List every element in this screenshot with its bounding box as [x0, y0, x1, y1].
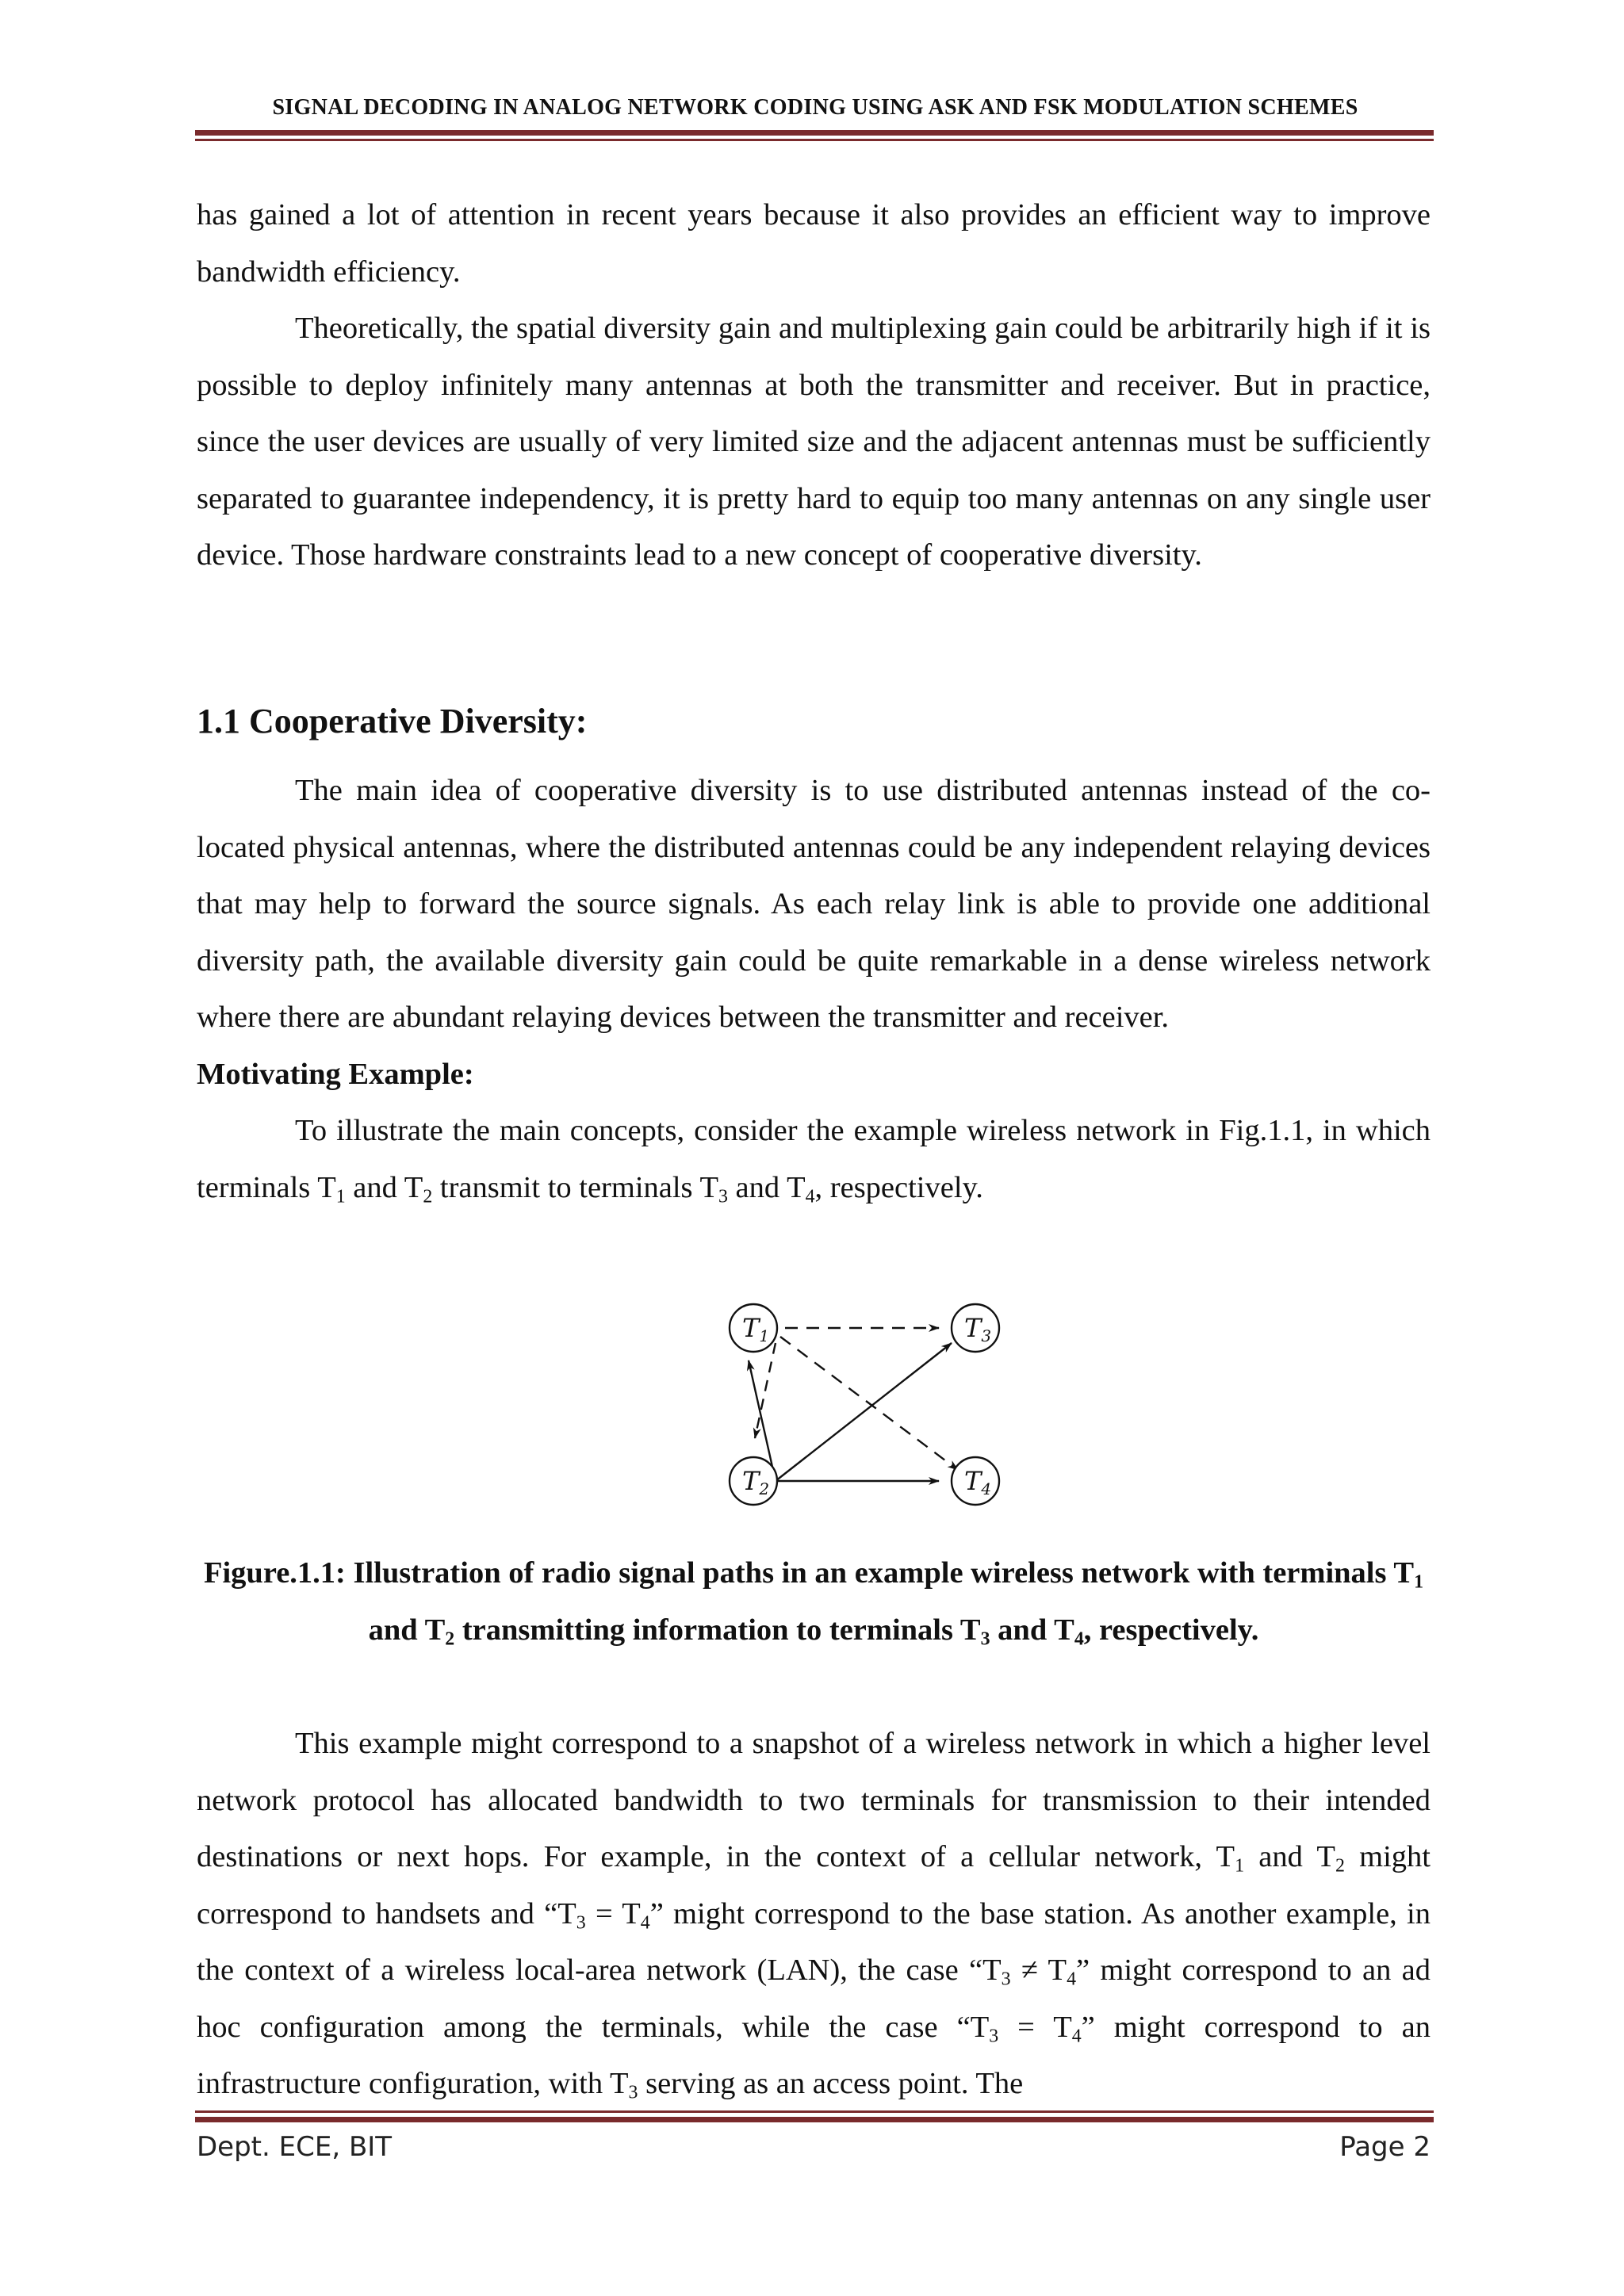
section-heading: 1.1 Cooperative Diversity: [197, 702, 588, 740]
figure-caption: Figure.1.1: Illustration of radio signal paths in an example wireless network with terminals $T_1$ and $T_2$ transmitting information to terminals $T_3$ and $T_4$, respectively. [203, 1556, 1424, 1650]
closing-text [197, 1716, 1431, 2113]
node-t1 [730, 1304, 777, 1352]
paragraph-1: has gained a lot of attention in recent years because it also provides an efficient way to improve bandwidth efficiency. [197, 198, 1431, 289]
footer-rule-thin [195, 2110, 1434, 2113]
footer-page-number: Page 2 [1339, 2131, 1431, 2163]
header-rule-thin [195, 139, 1434, 141]
path-t1-to-t2 [755, 1343, 776, 1438]
footer-department: Dept. ECE, BIT [197, 2131, 393, 2163]
motivating-example-heading: Motivating Example: [197, 1057, 474, 1091]
paragraph-5: This example might correspond to a snapshot of a wireless network in which a higher level network protocol has allocated bandwidth to two terminals for transmission to their intended destinations or next hops. For example, in the context of a cellular network, $T_1$ and $T_2$ might correspond to handsets and “$T_3 = T_4$” might correspond to the base station. As another example, in the context of a wireless local-area network (LAN), the case “$T_3 \ne T_4$” might correspond to an ad hoc configuration among the terminals, while the case “$T_3 = T_4$” might correspond to an infrastructure configuration, with $T_3$ serving as an access point. The [197, 1727, 1431, 2103]
svg-text:T1: T1 [742, 1313, 770, 1345]
running-header: SIGNAL DECODING IN ANALOG NETWORK CODING USING ASK AND FSK MODULATION SCHEMES [272, 95, 1358, 120]
paragraph-4: To illustrate the main concepts, consider the example wireless network in Fig.1.1, in which terminals $T_1$ and $T_2$ transmit to terminals $T_3$ and $T_4$, respectively. [197, 1114, 1431, 1207]
node-t3 [952, 1304, 999, 1352]
paragraph-3: The main idea of cooperative diversity is to use distributed antennas instead of the co-located physical antennas, where the distributed antennas could be any independent relaying devices that may help to forward the source signals. As each relay link is able to provide one additional diversity path, the available diversity gain could be quite remarkable in a dense wireless network where there are abundant relaying devices between the transmitter and receiver. [197, 774, 1431, 1034]
svg-text:T2: T2 [742, 1466, 770, 1498]
node-t2 [730, 1457, 777, 1505]
network-diagram [698, 1284, 1031, 1522]
node-t4 [952, 1457, 999, 1505]
path-t2-to-t3 [776, 1343, 952, 1481]
section-text [197, 763, 1431, 1216]
paragraph-2: Theoretically, the spatial diversity gain and multiplexing gain could be arbitrarily high if it is possible to deploy infinitely many antennas at both the transmitter and receiver. But in practice, since the user devices are usually of very limited size and the adjacent antennas must be sufficiently separated to guarantee independency, it is pretty hard to equip too many antennas on any single user device. Those hardware constraints lead to a new concept of cooperative diversity. [197, 312, 1431, 572]
svg-text:T3: T3 [964, 1313, 992, 1345]
path-t1-to-t4 [780, 1337, 958, 1470]
svg-text:T4: T4 [964, 1466, 992, 1498]
footer-rule-thick [195, 2117, 1434, 2122]
header-rule-thick [195, 130, 1434, 136]
intro-text [197, 187, 1431, 584]
